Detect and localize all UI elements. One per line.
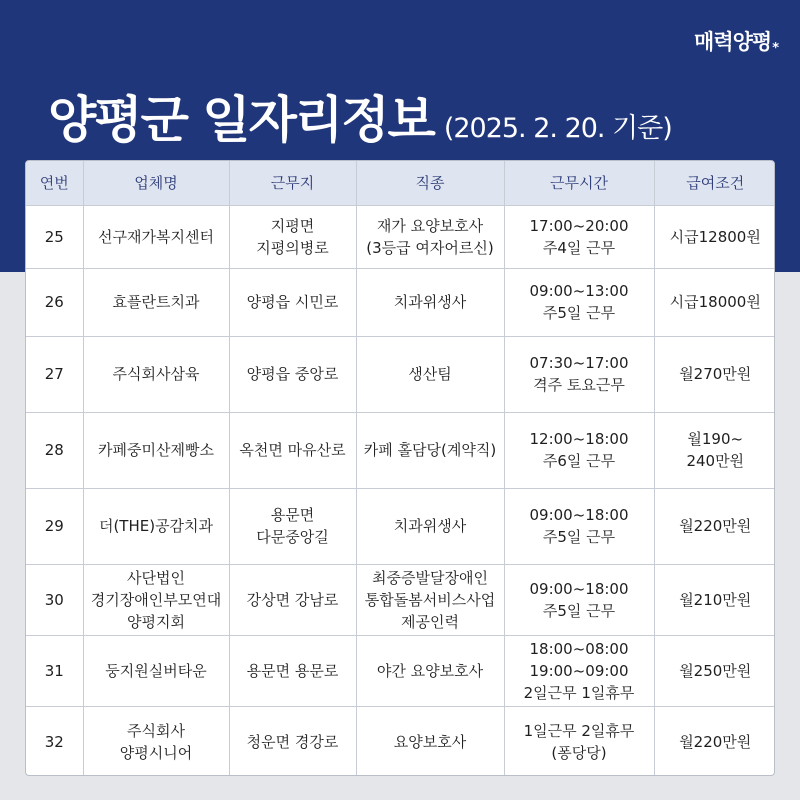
table-row [26, 268, 775, 336]
cell-job-type: 재가 요양보호사 (3등급 여자어르신) [356, 205, 504, 268]
jobs-table [26, 161, 775, 776]
cell-job-type: 카페 홀담당(계약직) [356, 412, 504, 488]
cell-location: 강상면 강남로 [229, 564, 356, 635]
cell-salary: 시급18000원 [654, 268, 775, 336]
column-header-hours: 근무시간 [504, 161, 654, 205]
cell-number: 30 [26, 564, 83, 635]
cell-location: 지평면 지평의병로 [229, 205, 356, 268]
cell-company: 둥지원실버타운 [83, 635, 229, 706]
column-header-number: 연번 [26, 161, 83, 205]
table-row [26, 635, 775, 706]
table-row [26, 706, 775, 776]
cell-salary: 시급12800원 [654, 205, 775, 268]
logo-text: 매력양평 [694, 30, 772, 54]
cell-location: 옥천면 마유산로 [229, 412, 356, 488]
cell-salary: 월210만원 [654, 564, 775, 635]
cell-company: 카페중미산제빵소 [83, 412, 229, 488]
cell-hours: 09:00~13:00 주5일 근무 [504, 268, 654, 336]
reference-date: (2025. 2. 20. 기준) [443, 113, 672, 144]
cell-hours: 17:00~20:00 주4일 근무 [504, 205, 654, 268]
cell-location: 청운면 경강로 [229, 706, 356, 776]
cell-salary: 월250만원 [654, 635, 775, 706]
cell-hours: 07:30~17:00 격주 토요근무 [504, 336, 654, 412]
table-row [26, 205, 775, 268]
cell-hours: 09:00~18:00 주5일 근무 [504, 564, 654, 635]
table-row [26, 412, 775, 488]
cell-number: 27 [26, 336, 83, 412]
yangpyeong-logo [694, 26, 778, 56]
column-header-salary: 급여조건 [654, 161, 775, 205]
table-row [26, 564, 775, 635]
title-row [48, 80, 672, 152]
cell-job-type: 생산팀 [356, 336, 504, 412]
table-row [26, 488, 775, 564]
cell-salary: 월220만원 [654, 488, 775, 564]
cell-number: 31 [26, 635, 83, 706]
page-title: 양평군 일자리정보 [48, 91, 434, 149]
cell-hours: 1일근무 2일휴무 (퐁당당) [504, 706, 654, 776]
cell-job-type: 최중증발달장애인 통합돌봄서비스사업 제공인력 [356, 564, 504, 635]
column-header-company: 업체명 [83, 161, 229, 205]
cell-company: 주식회사삼육 [83, 336, 229, 412]
cell-job-type: 치과위생사 [356, 488, 504, 564]
cell-hours: 09:00~18:00 주5일 근무 [504, 488, 654, 564]
cell-job-type: 치과위생사 [356, 268, 504, 336]
column-header-job-type: 직종 [356, 161, 504, 205]
cell-company: 선구재가복지센터 [83, 205, 229, 268]
cell-number: 26 [26, 268, 83, 336]
cell-company: 주식회사 양평시니어 [83, 706, 229, 776]
logo-star-icon: * [772, 41, 778, 56]
cell-job-type: 요양보호사 [356, 706, 504, 776]
cell-location: 용문면 다문중앙길 [229, 488, 356, 564]
cell-salary: 월190~ 240만원 [654, 412, 775, 488]
cell-number: 25 [26, 205, 83, 268]
cell-job-type: 야간 요양보호사 [356, 635, 504, 706]
cell-number: 29 [26, 488, 83, 564]
cell-company: 더(THE)공감치과 [83, 488, 229, 564]
cell-hours: 12:00~18:00 주6일 근무 [504, 412, 654, 488]
cell-salary: 월270만원 [654, 336, 775, 412]
cell-salary: 월220만원 [679, 732, 752, 751]
cell-location: 용문면 용문로 [229, 635, 356, 706]
cell-number: 32 [26, 706, 83, 776]
table-row [26, 336, 775, 412]
cell-company: 사단법인 경기장애인부모연대 양평지회 [83, 564, 229, 635]
cell-location: 양평읍 중앙로 [229, 336, 356, 412]
jobs-table-card [25, 160, 775, 776]
cell-location: 양평읍 시민로 [229, 268, 356, 336]
cell-number: 28 [26, 412, 83, 488]
column-header-location: 근무지 [229, 161, 356, 205]
table-header-row [26, 161, 775, 205]
cell-hours: 18:00~08:00 19:00~09:00 2일근무 1일휴무 [504, 635, 654, 706]
cell-company: 효플란트치과 [83, 268, 229, 336]
